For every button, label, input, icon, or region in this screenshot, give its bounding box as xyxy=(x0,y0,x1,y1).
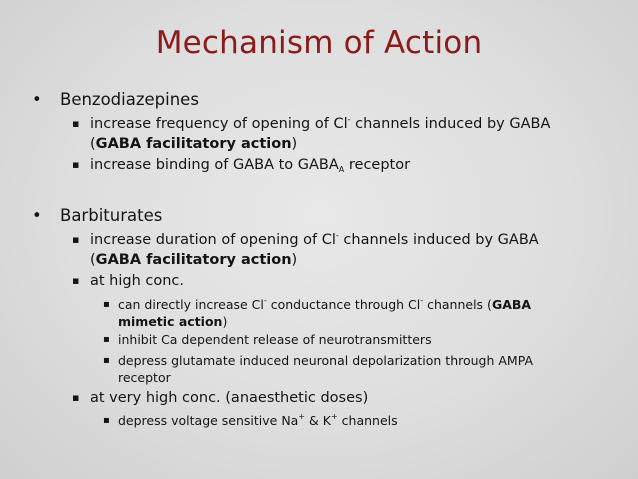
item-text: at very high conc. (anaesthetic doses) xyxy=(90,390,369,406)
slide-title: Mechanism of Action xyxy=(155,25,483,61)
square-bullet: ▪ xyxy=(72,391,80,404)
square-bullet: ▪ xyxy=(103,299,110,310)
item-text: inhibit Ca dependent release of neurotransmitters xyxy=(118,332,432,347)
item-text: increase duration of opening of Cl- channels induced by GABA (GABA facilitatory action) xyxy=(90,231,539,268)
section-heading: Benzodiazepines xyxy=(60,90,199,109)
bullet: • xyxy=(32,90,42,109)
item-text: depress glutamate induced neuronal depolarization through AMPA receptor xyxy=(118,353,534,385)
square-bullet: ▪ xyxy=(72,158,80,171)
item-text: increase binding of GABA to $GABA_A$ receptor xyxy=(90,157,411,174)
square-bullet: ▪ xyxy=(103,334,110,345)
bullet: • xyxy=(32,206,42,225)
square-bullet: ▪ xyxy=(72,233,80,246)
item-text: can directly increase Cl- conductance through Cl- channels (GABA mimetic action) xyxy=(118,296,532,329)
item-text: increase frequency of opening of Cl- channels induced by GABA (GABA facilitatory action) xyxy=(90,115,551,152)
square-bullet: ▪ xyxy=(72,117,80,130)
item-text: at high conc. xyxy=(90,273,185,289)
section-heading: Barbiturates xyxy=(60,206,163,225)
item-text: depress voltage sensitive Na+ & K+ channels xyxy=(118,412,398,428)
square-bullet: ▪ xyxy=(103,355,110,366)
square-bullet: ▪ xyxy=(103,415,110,426)
square-bullet: ▪ xyxy=(72,274,80,287)
